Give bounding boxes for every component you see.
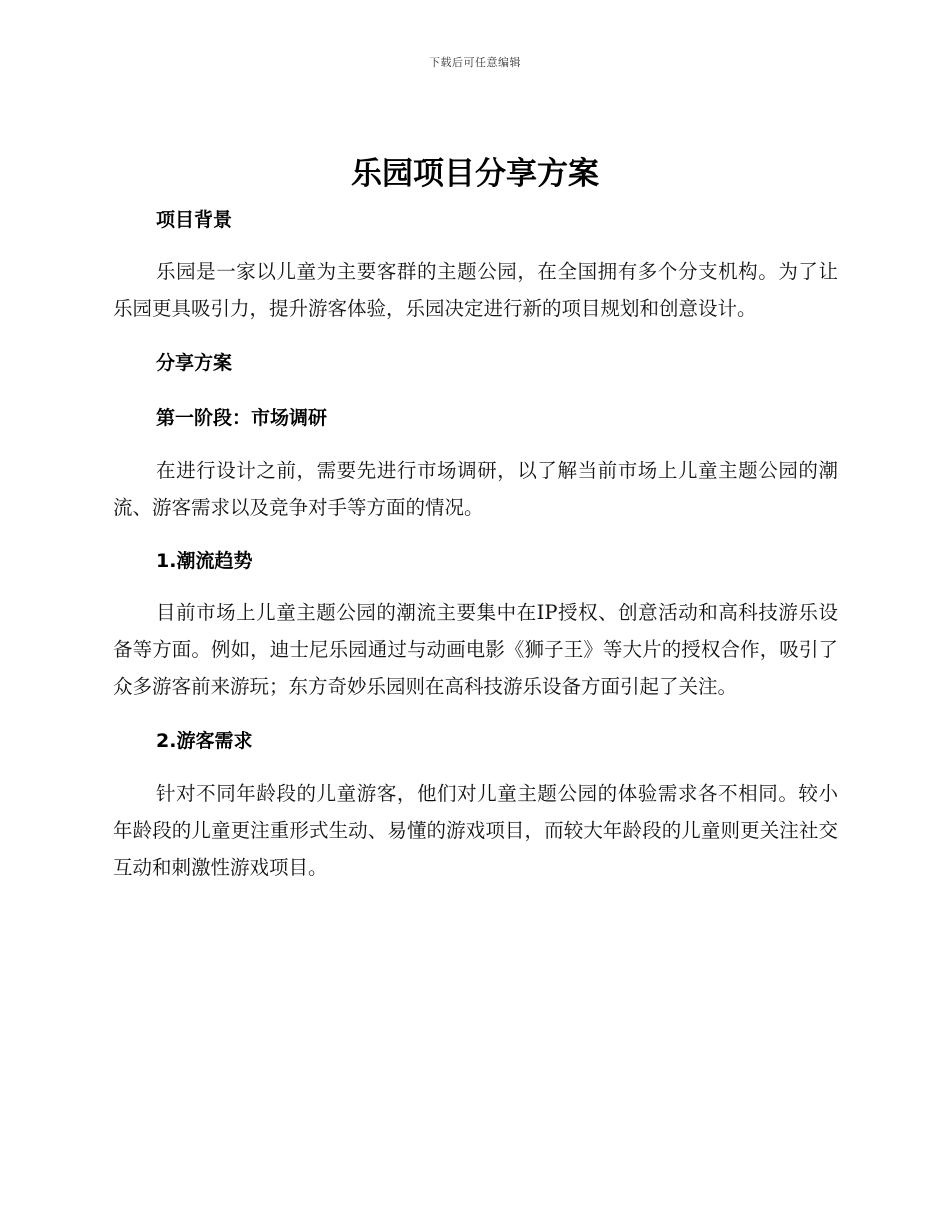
heading-share-plan: 分享方案 (156, 352, 233, 374)
heading-phase-one: 第一阶段：市场调研 (156, 407, 328, 429)
paragraph-visitor-demand: 针对不同年龄段的儿童游客，他们对儿童主题公园的体验需求各不相同。较小年龄段的儿童更注重形式生动、易懂的游戏项目，而较大年龄段的儿童则更关注社交互动和刺激性游戏项目。 (113, 782, 838, 879)
paragraph-trend: 目前市场上儿童主题公园的潮流主要集中在IP授权、创意活动和高科技游乐设备等方面。例如，迪士尼乐园通过与动画电影《狮子王》等大片的授权合作，吸引了众多游客前来游玩；东方奇妙乐园则在高科技游乐设备方面引起了关注。 (113, 601, 838, 698)
paragraph-project-background: 乐园是一家以儿童为主要客群的主题公园，在全国拥有多个分支机构。为了让乐园更具吸引力，提升游客体验，乐园决定进行新的项目规划和创意设计。 (113, 260, 838, 320)
heading-project-background: 项目背景 (156, 209, 233, 231)
heading-trend: 1.潮流趋势 (156, 550, 253, 572)
heading-visitor-demand: 2.游客需求 (156, 730, 253, 752)
header-note: 下载后可任意编辑 (429, 56, 521, 69)
page-title: 乐园项目分享方案 (351, 156, 599, 192)
document-body (113, 198, 838, 886)
paragraph-phase-one: 在进行设计之前，需要先进行市场调研，以了解当前市场上儿童主题公园的潮流、游客需求以及竞争对手等方面的情况。 (113, 459, 838, 519)
